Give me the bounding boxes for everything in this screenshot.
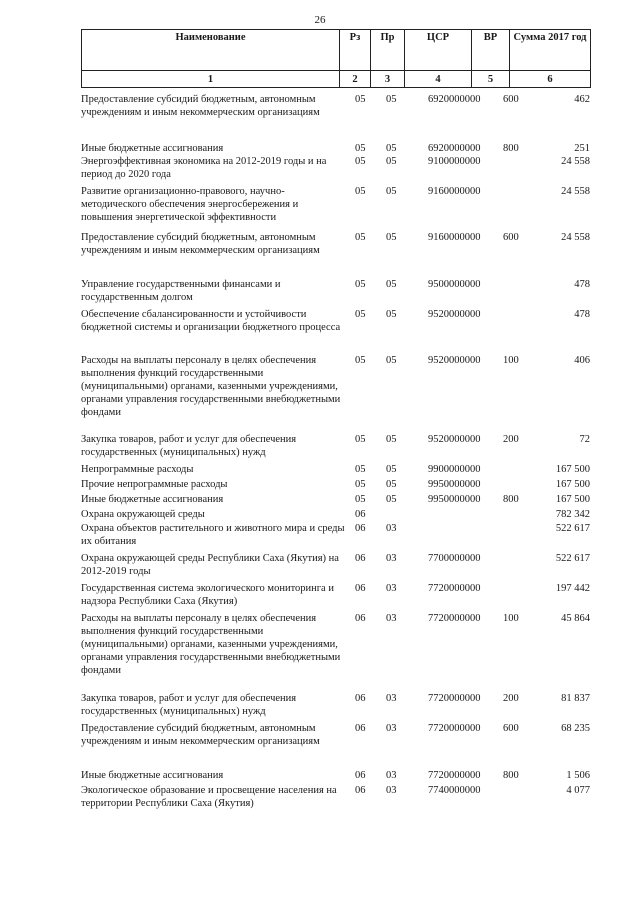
header-num-2: 2: [340, 71, 371, 88]
cell-vr: [493, 278, 538, 308]
header-pr: Пр: [371, 30, 405, 71]
cell-name: Расходы на выплаты персоналу в целях обеспечения выполнения функций государственными (муниципальными) органами, казенными учреждениями, органами управления государственными внебюджетными фондами: [81, 613, 341, 676]
table-row: [81, 278, 590, 308]
cell-csr: 7720000000: [428, 770, 481, 781]
cell-vr: 800: [503, 770, 519, 781]
cell-name: Энергоэффективная экономика на 2012-2019 годы и на период до 2020 года: [81, 156, 327, 180]
header-num-3: 3: [371, 71, 405, 88]
header-sum: Сумма 2017 год: [510, 30, 591, 71]
table-row: [81, 93, 590, 142]
cell-vr: 200: [503, 434, 519, 445]
cell-name: Экологическое образование и просвещение населения на территории Республики Саха (Якутия): [81, 785, 337, 809]
cell-name: Иные бюджетные ассигнования: [81, 770, 224, 781]
cell-csr: 7720000000: [428, 613, 481, 624]
page-number: 26: [314, 14, 326, 26]
cell-sum: 68 235: [561, 723, 590, 734]
cell-pr: 05: [386, 434, 397, 445]
table-row: [81, 508, 590, 522]
cell-csr: 9520000000: [428, 309, 481, 320]
cell-sum: 24 558: [561, 156, 590, 167]
cell-csr: 7740000000: [428, 785, 481, 796]
cell-name: Предоставление субсидий бюджетным, автономным учреждениям и иным некоммерческим организациям: [81, 723, 320, 747]
cell-pr: 03: [386, 785, 397, 796]
cell-rz: 05: [355, 464, 366, 475]
cell-pr: [373, 508, 417, 522]
header-row-numbers: [82, 71, 591, 88]
cell-sum: 1 506: [566, 770, 590, 781]
cell-sum: 782 342: [555, 509, 590, 520]
table-row: [81, 493, 590, 508]
table-row: [81, 784, 590, 814]
table-row: [81, 722, 590, 769]
cell-pr: 05: [386, 232, 397, 243]
cell-vr: 100: [503, 355, 519, 366]
cell-rz: 06: [355, 693, 366, 704]
cell-pr: 03: [386, 553, 397, 564]
cell-vr: [493, 582, 538, 612]
table-row: [81, 463, 590, 478]
cell-vr: 800: [503, 143, 519, 154]
cell-name: Охрана объектов растительного и животного мира и среды их обитания: [81, 523, 345, 547]
header-num-4: 4: [405, 71, 472, 88]
cell-csr: [417, 522, 493, 552]
cell-pr: 03: [386, 613, 397, 624]
cell-pr: 05: [386, 156, 397, 167]
cell-vr: [493, 784, 538, 814]
cell-pr: 05: [386, 464, 397, 475]
cell-sum: 4 077: [566, 785, 590, 796]
cell-sum: 197 442: [555, 583, 590, 594]
cell-rz: 05: [355, 434, 366, 445]
header-vr: ВР: [472, 30, 510, 71]
header-row-titles: [82, 30, 591, 71]
table-row: [81, 308, 590, 354]
cell-csr: 9520000000: [428, 355, 481, 366]
cell-sum: 45 864: [561, 613, 590, 624]
header-num-1: 1: [82, 71, 340, 88]
header-rz: Рз: [340, 30, 371, 71]
cell-sum: 478: [574, 309, 590, 320]
cell-csr: [417, 508, 493, 522]
table-row: [81, 769, 590, 784]
table-row: [81, 433, 590, 463]
cell-sum: 167 500: [555, 464, 590, 475]
table-row: [81, 552, 590, 582]
cell-name: Прочие непрограммные расходы: [81, 479, 228, 490]
cell-rz: 05: [355, 355, 366, 366]
cell-name: Непрограммные расходы: [81, 464, 194, 475]
cell-sum: 167 500: [555, 494, 590, 505]
cell-pr: 05: [386, 186, 397, 197]
table-header: [81, 29, 591, 88]
cell-name: Предоставление субсидий бюджетным, автономным учреждениям и иным некоммерческим организациям: [81, 232, 320, 256]
cell-sum: 406: [574, 355, 590, 366]
cell-rz: 05: [355, 279, 366, 290]
cell-csr: 9160000000: [428, 186, 481, 197]
cell-pr: 05: [386, 143, 397, 154]
cell-sum: 522 617: [555, 553, 590, 564]
cell-name: Иные бюджетные ассигнования: [81, 143, 224, 154]
cell-sum: 24 558: [561, 232, 590, 243]
cell-rz: 06: [355, 583, 366, 594]
cell-rz: 06: [355, 723, 366, 734]
cell-rz: 05: [355, 232, 366, 243]
cell-vr: [493, 463, 538, 478]
cell-vr: [493, 185, 538, 231]
cell-rz: 06: [355, 770, 366, 781]
cell-name: Развитие организационно-правового, научно-методического обеспечения энергосбережения и повышения энергетической эффективности: [81, 186, 299, 223]
cell-sum: 462: [574, 94, 590, 105]
cell-name: Расходы на выплаты персоналу в целях обеспечения выполнения функций государственными (муниципальными) органами, казенными учреждениями, органами управления государственными внебюджетными фондами: [81, 355, 341, 418]
cell-pr: 03: [386, 523, 397, 534]
cell-sum: 24 558: [561, 186, 590, 197]
cell-csr: 9100000000: [428, 156, 481, 167]
cell-sum: 522 617: [555, 523, 590, 534]
cell-pr: 03: [386, 583, 397, 594]
cell-name: Иные бюджетные ассигнования: [81, 494, 224, 505]
header-name: Наименование: [82, 30, 340, 71]
table-row: [81, 478, 590, 493]
cell-name: Обеспечение сбалансированности и устойчивости бюджетной системы и организации бюджетного процесса: [81, 309, 341, 333]
header-csr: ЦСР: [405, 30, 472, 71]
cell-pr: 05: [386, 279, 397, 290]
cell-sum: 81 837: [561, 693, 590, 704]
cell-sum: 72: [579, 434, 590, 445]
cell-rz: 05: [355, 479, 366, 490]
cell-sum: 478: [574, 279, 590, 290]
cell-csr: 7720000000: [428, 583, 481, 594]
cell-sum: 251: [574, 143, 590, 154]
cell-pr: 05: [386, 355, 397, 366]
cell-csr: 9160000000: [428, 232, 481, 243]
table-row: [81, 692, 590, 722]
cell-csr: 9500000000: [428, 279, 481, 290]
cell-pr: 05: [386, 94, 397, 105]
cell-name: Государственная система экологического мониторинга и надзора Республики Саха (Якутия): [81, 583, 334, 607]
cell-rz: 05: [355, 156, 366, 167]
cell-name: Закупка товаров, работ и услуг для обеспечения государственных (муниципальных) нужд: [81, 693, 297, 717]
budget-table: [81, 93, 590, 814]
cell-rz: 05: [355, 494, 366, 505]
cell-csr: 6920000000: [428, 143, 481, 154]
header-num-6: 6: [510, 71, 591, 88]
cell-csr: 6920000000: [428, 94, 481, 105]
table-row: [81, 612, 590, 692]
cell-rz: 05: [355, 94, 366, 105]
cell-pr: 03: [386, 770, 397, 781]
cell-rz: 05: [355, 143, 366, 154]
cell-csr: 7720000000: [428, 693, 481, 704]
table-row: [81, 522, 590, 552]
cell-name: Охрана окружающей среды: [81, 509, 205, 520]
cell-rz: 06: [355, 523, 366, 534]
cell-rz: 05: [355, 309, 366, 320]
cell-vr: 600: [503, 94, 519, 105]
cell-name: Закупка товаров, работ и услуг для обеспечения государственных (муниципальных) нужд: [81, 434, 297, 458]
cell-pr: 05: [386, 494, 397, 505]
cell-vr: 800: [503, 494, 519, 505]
cell-vr: 200: [503, 693, 519, 704]
cell-pr: 03: [386, 693, 397, 704]
cell-vr: [493, 155, 538, 185]
cell-vr: 600: [503, 232, 519, 243]
cell-csr: 9950000000: [428, 494, 481, 505]
table-row: [81, 582, 590, 612]
cell-name: Охрана окружающей среды Республики Саха (Якутия) на 2012-2019 годы: [81, 553, 339, 577]
cell-name: Предоставление субсидий бюджетным, автономным учреждениям и иным некоммерческим организациям: [81, 94, 320, 118]
cell-pr: 05: [386, 479, 397, 490]
cell-pr: 05: [386, 309, 397, 320]
cell-vr: [493, 508, 538, 522]
cell-vr: [493, 552, 538, 582]
table-row: [81, 155, 590, 185]
cell-pr: 03: [386, 723, 397, 734]
cell-rz: 06: [355, 553, 366, 564]
cell-rz: 06: [355, 509, 366, 520]
cell-vr: [493, 478, 538, 493]
cell-csr: 7720000000: [428, 723, 481, 734]
cell-csr: 7700000000: [428, 553, 481, 564]
header-num-5: 5: [472, 71, 510, 88]
cell-vr: [493, 522, 538, 552]
cell-csr: 9520000000: [428, 434, 481, 445]
cell-rz: 06: [355, 785, 366, 796]
cell-name: Управление государственными финансами и государственным долгом: [81, 279, 281, 303]
cell-vr: 600: [503, 723, 519, 734]
table-row: [81, 142, 590, 155]
cell-csr: 9900000000: [428, 464, 481, 475]
table-row: [81, 354, 590, 433]
cell-rz: 06: [355, 613, 366, 624]
cell-vr: [493, 308, 538, 354]
cell-sum: 167 500: [555, 479, 590, 490]
cell-rz: 05: [355, 186, 366, 197]
cell-vr: 100: [503, 613, 519, 624]
table-row: [81, 185, 590, 231]
table-row: [81, 231, 590, 278]
cell-csr: 9950000000: [428, 479, 481, 490]
